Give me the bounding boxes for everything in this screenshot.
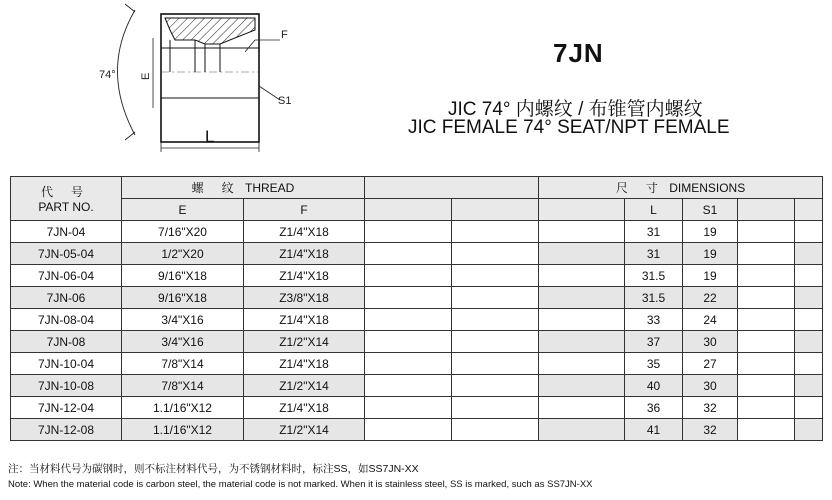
dim-s1-cell: 30: [683, 375, 738, 397]
blank-cell: [452, 309, 539, 331]
note-chinese: 注：当材料代号为碳钢时，则不标注材料代号，为不锈钢材料时，标注SS，如SS7JN-XX: [8, 463, 419, 475]
blank-cell: [738, 309, 795, 331]
thread-e-cell: 9/16"X18: [122, 265, 244, 287]
dim-l-cell: 41: [625, 419, 683, 441]
blank-cell: [452, 287, 539, 309]
blank-cell: [365, 397, 452, 419]
table-row: [11, 419, 823, 441]
dim-s1-cell: 32: [683, 419, 738, 441]
blank-cell: [738, 397, 795, 419]
dim-l-cell: 31: [625, 243, 683, 265]
thread-f-cell: Z1/4"X18: [244, 397, 365, 419]
thread-e-cell: 1/2"X20: [122, 243, 244, 265]
blank-cell: [539, 287, 625, 309]
dimensions-header: [539, 177, 823, 199]
part-no-cell: 7JN-12-08: [11, 419, 122, 441]
thread-e-cell: 3/4"X16: [122, 309, 244, 331]
blank-cell: [738, 331, 795, 353]
header-row-2: [11, 199, 823, 221]
part-no-header-en: PART NO.: [38, 200, 94, 214]
thread-f-cell: Z1/4"X18: [244, 309, 365, 331]
angle-label: 74°: [99, 69, 116, 81]
blank-cell: [452, 419, 539, 441]
blank-cell: [539, 309, 625, 331]
dimensions-header-en: DIMENSIONS: [669, 181, 746, 195]
part-no-cell: 7JN-10-04: [11, 353, 122, 375]
blank-cell: [539, 243, 625, 265]
table-row: [11, 221, 823, 243]
e-label: E: [140, 72, 152, 80]
part-no-cell: 7JN-12-04: [11, 397, 122, 419]
blank-cell: [452, 331, 539, 353]
table-row: [11, 243, 823, 265]
dim-s1-cell: 22: [683, 287, 738, 309]
blank-cell: [738, 243, 795, 265]
blank-cell: [738, 221, 795, 243]
dim-s1-cell: 30: [683, 331, 738, 353]
angle-arc: [118, 10, 136, 135]
part-no-cell: 7JN-04: [11, 221, 122, 243]
title-english: JIC FEMALE 74° SEAT/NPT FEMALE: [408, 117, 730, 138]
blank-cell: [539, 375, 625, 397]
part-no-header-cn: 代号: [40, 185, 101, 199]
part-no-cell: 7JN-10-08: [11, 375, 122, 397]
blank-cell: [738, 287, 795, 309]
spec-table: [10, 176, 823, 441]
blank-cell: [795, 265, 823, 287]
thread-e-cell: 7/8"X14: [122, 353, 244, 375]
blank-cell: [365, 221, 452, 243]
blank-cell: [795, 375, 823, 397]
thread-header-en: THREAD: [245, 181, 295, 195]
thread-e-cell: 9/16"X18: [122, 287, 244, 309]
part-no-header: [11, 177, 122, 221]
blank-cell: [365, 353, 452, 375]
blank-cell: [795, 353, 823, 375]
dim-l-cell: 37: [625, 331, 683, 353]
section-hatch: [165, 18, 255, 44]
dim-s1-cell: 24: [683, 309, 738, 331]
table-row: [11, 265, 823, 287]
table-row: [11, 397, 823, 419]
thread-header: [122, 177, 365, 199]
blank-cell: [539, 353, 625, 375]
dim-s1-cell: 19: [683, 221, 738, 243]
thread-f-cell: Z1/4"X18: [244, 243, 365, 265]
dim-s1-cell: 19: [683, 243, 738, 265]
blank-cell: [738, 265, 795, 287]
header-row-1: [11, 177, 823, 199]
blank-cell: [452, 265, 539, 287]
thread-f-cell: Z1/2"X14: [244, 375, 365, 397]
l-label: L: [205, 127, 215, 146]
blank-cell: [452, 375, 539, 397]
thread-e-cell: 1.1/16"X12: [122, 419, 244, 441]
blank-cell: [539, 265, 625, 287]
note-english: Note: When the material code is carbon steel, the material code is not marked. When it is stainless steel, SS is marked, such as SS7JN-XX: [8, 479, 593, 490]
blank-subheader: [365, 199, 452, 221]
product-code: 7JN: [553, 38, 604, 68]
dim-s1-cell: 32: [683, 397, 738, 419]
dimensions-header-cn: 尺寸: [615, 181, 676, 195]
s1-label: S1: [278, 95, 292, 107]
blank-subheader: [539, 199, 625, 221]
blank-subheader: [452, 199, 539, 221]
blank-cell: [365, 243, 452, 265]
blank-cell: [738, 419, 795, 441]
thread-f-cell: Z1/2"X14: [244, 331, 365, 353]
table-row: [11, 331, 823, 353]
blank-cell: [452, 221, 539, 243]
dim-l-cell: 35: [625, 353, 683, 375]
blank-cell: [795, 221, 823, 243]
blank-cell: [539, 331, 625, 353]
dim-l-cell: 33: [625, 309, 683, 331]
blank-cell: [795, 419, 823, 441]
blank-cell: [365, 265, 452, 287]
table-row: [11, 353, 823, 375]
thread-header-cn: 螺纹: [191, 181, 252, 195]
dim-l-cell: 31.5: [625, 287, 683, 309]
blank-cell: [795, 243, 823, 265]
blank-cell: [738, 353, 795, 375]
col-e-header: E: [122, 199, 244, 221]
thread-e-cell: 7/16"X20: [122, 221, 244, 243]
table-row: [11, 309, 823, 331]
dim-l-cell: 40: [625, 375, 683, 397]
f-label: F: [281, 29, 288, 41]
title-chinese: JIC 74° 内螺纹 / 布锥管内螺纹: [448, 99, 703, 120]
thread-e-cell: 3/4"X16: [122, 331, 244, 353]
blank-cell: [365, 419, 452, 441]
part-no-cell: 7JN-08: [11, 331, 122, 353]
thread-e-cell: 1.1/16"X12: [122, 397, 244, 419]
dim-l-cell: 31: [625, 221, 683, 243]
blank-cell: [452, 353, 539, 375]
part-no-cell: 7JN-08-04: [11, 309, 122, 331]
table-row: [11, 375, 823, 397]
blank-subheader: [738, 199, 795, 221]
thread-f-cell: Z1/4"X18: [244, 353, 365, 375]
col-l-header: L: [625, 199, 683, 221]
blank-cell: [365, 287, 452, 309]
thread-f-cell: Z3/8"X18: [244, 287, 365, 309]
dim-s1-cell: 27: [683, 353, 738, 375]
blank-cell: [365, 331, 452, 353]
col-f-header: F: [244, 199, 365, 221]
fitting-drawing: [95, 0, 325, 170]
blank-subheader: [795, 199, 823, 221]
blank-header: [365, 177, 539, 199]
part-no-cell: 7JN-05-04: [11, 243, 122, 265]
blank-cell: [795, 397, 823, 419]
blank-cell: [365, 309, 452, 331]
thread-f-cell: Z1/4"X18: [244, 221, 365, 243]
table-row: [11, 287, 823, 309]
blank-cell: [539, 397, 625, 419]
blank-cell: [452, 243, 539, 265]
blank-cell: [365, 375, 452, 397]
thread-f-cell: Z1/4"X18: [244, 265, 365, 287]
blank-cell: [539, 221, 625, 243]
col-s1-header: S1: [683, 199, 738, 221]
blank-cell: [738, 375, 795, 397]
blank-cell: [795, 287, 823, 309]
thread-f-cell: Z1/2"X14: [244, 419, 365, 441]
part-no-cell: 7JN-06: [11, 287, 122, 309]
dim-l-cell: 36: [625, 397, 683, 419]
thread-e-cell: 7/8"X14: [122, 375, 244, 397]
part-no-cell: 7JN-06-04: [11, 265, 122, 287]
blank-cell: [795, 331, 823, 353]
dim-l-cell: 31.5: [625, 265, 683, 287]
dim-s1-cell: 19: [683, 265, 738, 287]
blank-cell: [452, 397, 539, 419]
blank-cell: [795, 309, 823, 331]
blank-cell: [539, 419, 625, 441]
